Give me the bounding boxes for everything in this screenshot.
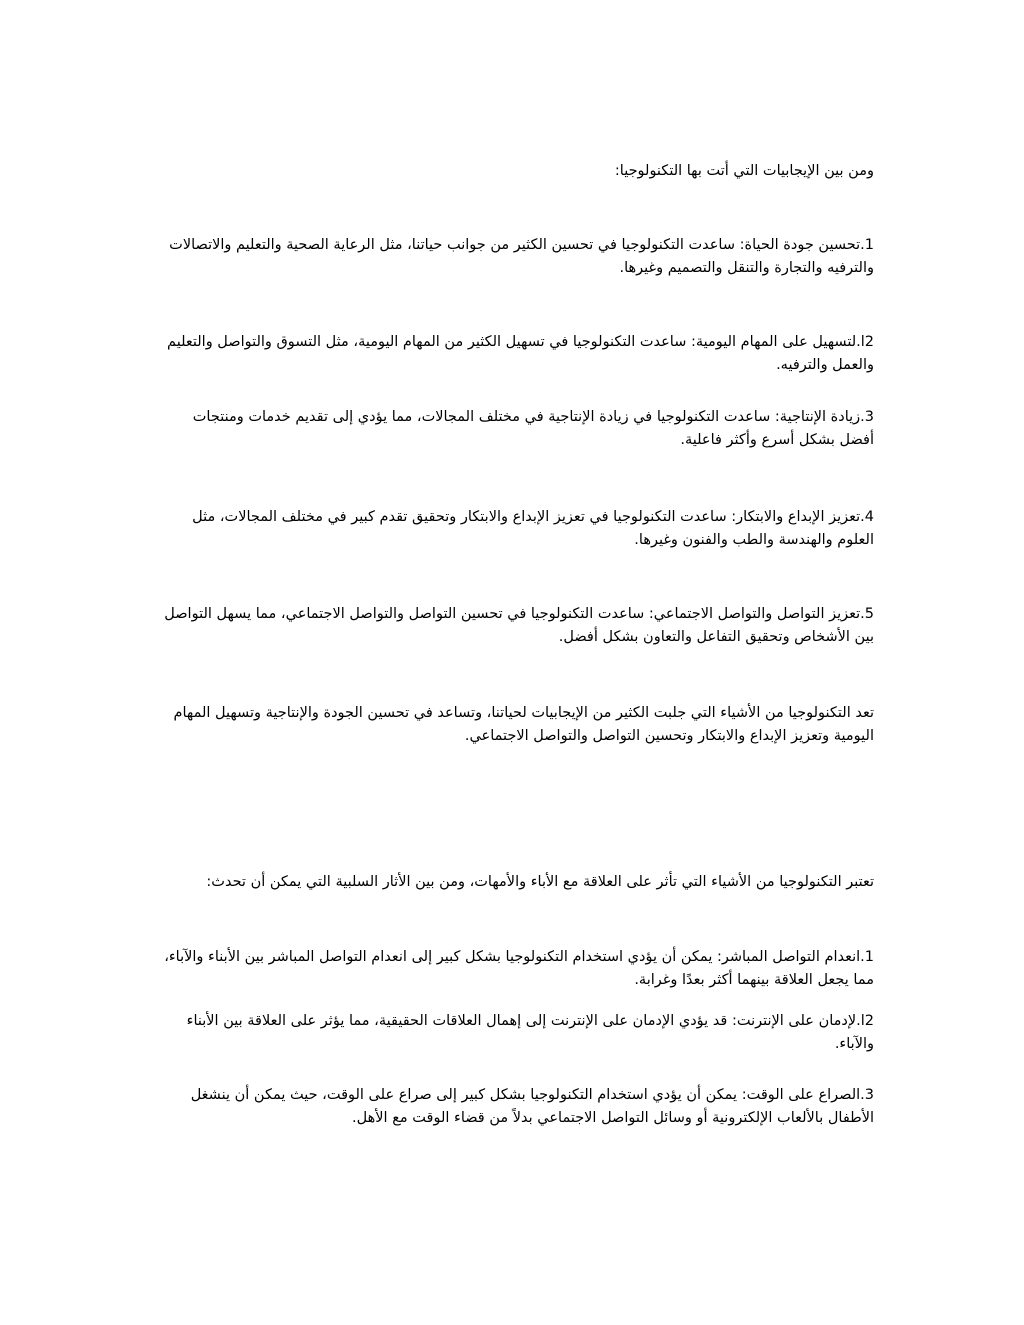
section2-item-3: 3.الصراع على الوقت: يمكن أن يؤدي استخدام التكنولوجيا بشكل كبير إلى صراع على الوقت، حيث يمكن أن ينشغل الأطفال بالألعاب الإلكترونية أو وسائل التواصل الاجتماعي بدلاً من قضاء الوقت مع الأهل. [190,1087,874,1126]
section1-item-5: 5.تعزيز التواصل والتواصل الاجتماعي: ساعدت التكنولوجيا في تحسين التواصل والتواصل الاجتماعي، مما يسهل التواصل بين الأشخاص وتحقيق التفاعل والتعاون بشكل أفضل. [164,606,874,645]
section1-item-4: 4.تعزيز الإبداع والابتكار: ساعدت التكنولوجيا في تعزيز الإبداع والابتكار وتحقيق تقدم كبير في مختلف المجالات، مثل العلوم والهندسة والطب والفنون وغيرها. [192,509,874,548]
section1-item-3: 3.زيادة الإنتاجية: ساعدت التكنولوجيا في زيادة الإنتاجية في مختلف المجالات، مما يؤدي إلى تقديم خدمات ومنتجات أفضل بشكل أسرع وأكثر فاعلية. [192,409,874,448]
section2-intro: تعتبر التكنولوجيا من الأشياء التي تأثر على العلاقة مع الأباء والأمهات، ومن بين الأثار السلبية التي يمكن أن تحدث: [206,874,874,890]
section2-item-2: 2ا.لإدمان على الإنترنت: قد يؤدي الإدمان على الإنترنت إلى إهمال العلاقات الحقيقية، مما يؤثر على العلاقة بين الأبناء والآباء. [186,1013,874,1052]
section2-item-1: 1.انعدام التواصل المباشر: يمكن أن يؤدي استخدام التكنولوجيا بشكل كبير إلى انعدام التواصل المباشر بين الأبناء والآباء، مما يجعل العلاقة بينهما أكثر بعدًا وغرابة. [164,949,874,988]
section1-item-2: 2ا.لتسهيل على المهام اليومية: ساعدت التكنولوجيا في تسهيل الكثير من المهام اليومية، مثل التسوق والتواصل والتعليم والعمل والترفيه. [167,334,874,373]
section1-conclusion: تعد التكنولوجيا من الأشياء التي جلبت الكثير من الإيجابيات لحياتنا، وتساعد في تحسين الجودة والإنتاجية وتسهيل المهام اليومية وتعزيز الإبداع والابتكار وتحسين التواصل والتواصل الاجتماعي. [173,705,874,744]
section1-item-1: 1.تحسين جودة الحياة: ساعدت التكنولوجيا في تحسين الكثير من جوانب حياتنا، مثل الرعاية الصحية والتعليم والاتصالات والترفيه والتجارة والتنقل والتصميم وغيرها. [169,237,874,276]
section1-intro: ومن بين الإيجابيات التي أتت بها التكنولوجيا: [614,163,874,179]
